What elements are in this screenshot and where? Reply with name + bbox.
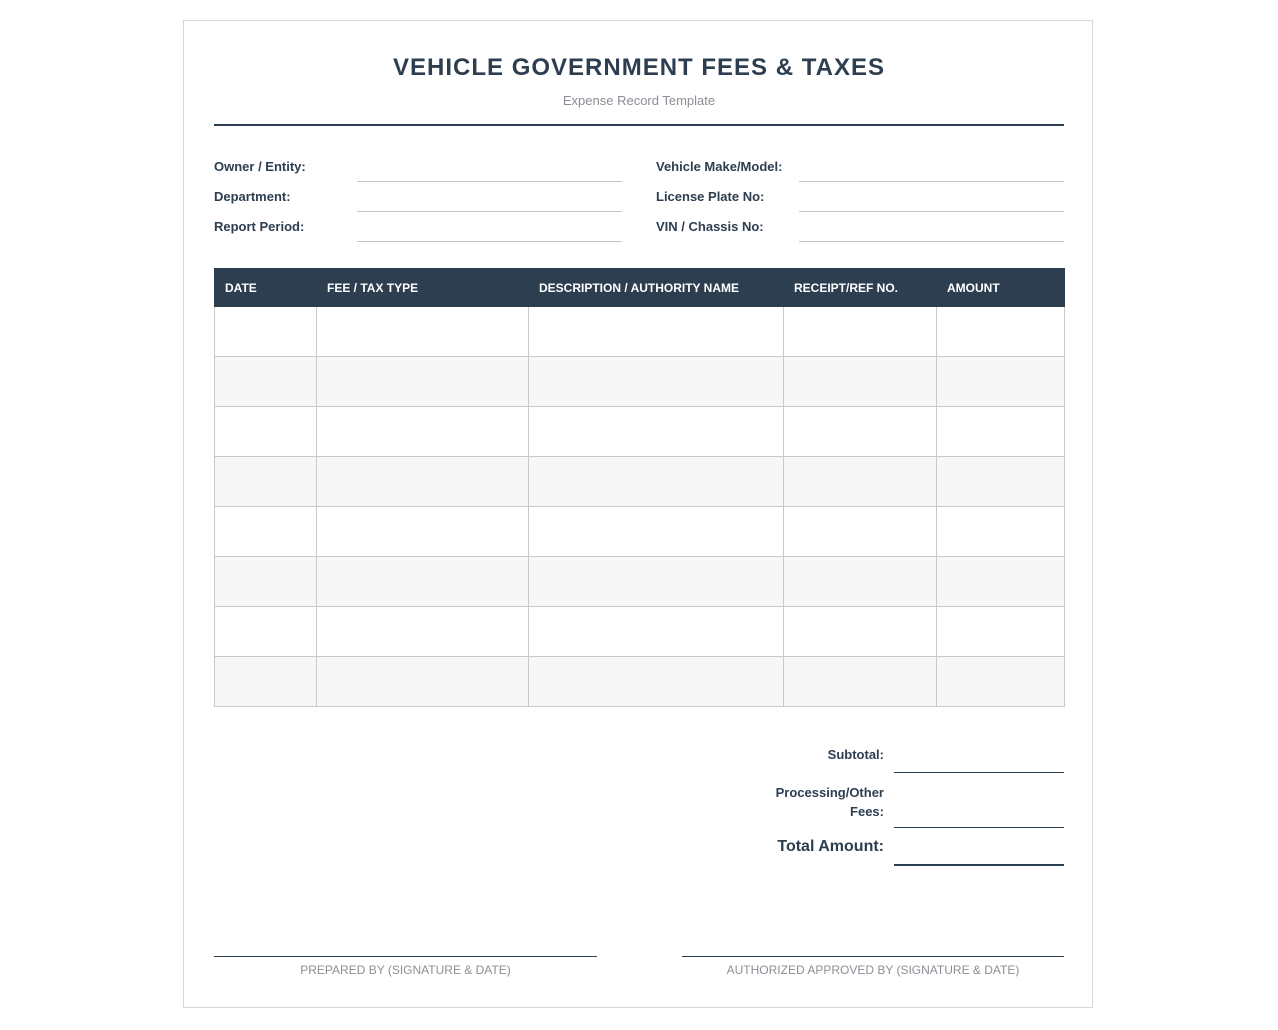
department-field[interactable]: [357, 211, 622, 212]
table-cell-receipt[interactable]: [784, 357, 937, 407]
table-row: [215, 407, 1065, 457]
prepared-by-signature-line[interactable]: [214, 956, 597, 957]
table-cell-description[interactable]: [529, 607, 784, 657]
table-cell-date[interactable]: [215, 357, 317, 407]
processing-fees-label: [776, 783, 884, 821]
report-period-label: Report Period:: [214, 219, 305, 234]
table-row: [215, 507, 1065, 557]
table-cell-receipt[interactable]: [784, 457, 937, 507]
table-cell-fee-type[interactable]: [317, 357, 529, 407]
table-cell-receipt[interactable]: [784, 407, 937, 457]
column-header-description: DESCRIPTION / AUTHORITY NAME: [529, 269, 784, 307]
column-header-receipt: RECEIPT/REF NO.: [784, 269, 937, 307]
table-cell-receipt[interactable]: [784, 607, 937, 657]
license-plate-row: [656, 187, 1064, 217]
table-cell-description[interactable]: [529, 657, 784, 707]
vehicle-make-model-label: Vehicle Make/Model:: [656, 159, 783, 174]
subtotal-field[interactable]: [894, 772, 1064, 773]
column-header-date: DATE: [215, 269, 317, 307]
table-cell-fee-type[interactable]: [317, 307, 529, 357]
vehicle-info-section: [656, 157, 1064, 247]
owner-info-section: [214, 157, 622, 247]
table-cell-date[interactable]: [215, 557, 317, 607]
document-subtitle: Expense Record Template: [562, 93, 716, 108]
table-cell-description[interactable]: [529, 357, 784, 407]
table-cell-fee-type[interactable]: [317, 507, 529, 557]
processing-fees-label-line1: Processing/Other: [775, 785, 884, 800]
vin-chassis-row: [656, 217, 1064, 247]
report-period-field[interactable]: [357, 241, 622, 242]
table-row: [215, 357, 1065, 407]
report-period-row: [214, 217, 622, 247]
table-cell-description[interactable]: [529, 557, 784, 607]
table-cell-amount[interactable]: [937, 407, 1065, 457]
total-amount-label: Total Amount:: [777, 838, 884, 855]
license-plate-label: License Plate No:: [656, 189, 765, 204]
table-row: [215, 657, 1065, 707]
table-cell-receipt[interactable]: [784, 307, 937, 357]
table-cell-fee-type[interactable]: [317, 557, 529, 607]
table-row: [215, 307, 1065, 357]
approved-by-signature-line[interactable]: [682, 956, 1064, 957]
column-header-amount: AMOUNT: [937, 269, 1065, 307]
fees-table: [214, 268, 1065, 707]
table-cell-description[interactable]: [529, 507, 784, 557]
table-cell-description[interactable]: [529, 407, 784, 457]
table-cell-amount[interactable]: [937, 607, 1065, 657]
table-cell-amount[interactable]: [937, 457, 1065, 507]
table-cell-description[interactable]: [529, 457, 784, 507]
department-label: Department:: [214, 189, 291, 204]
table-cell-fee-type[interactable]: [317, 607, 529, 657]
approved-by-label: AUTHORIZED APPROVED BY (SIGNATURE & DATE): [726, 963, 1020, 977]
owner-entity-field[interactable]: [357, 181, 622, 182]
document-title: VEHICLE GOVERNMENT FEES & TAXES: [393, 54, 885, 81]
owner-entity-label: Owner / Entity:: [214, 159, 306, 174]
table-cell-date[interactable]: [215, 607, 317, 657]
processing-fees-field[interactable]: [894, 827, 1064, 828]
table-cell-date[interactable]: [215, 407, 317, 457]
table-cell-receipt[interactable]: [784, 507, 937, 557]
table-cell-receipt[interactable]: [784, 657, 937, 707]
license-plate-field[interactable]: [799, 211, 1064, 212]
document-page: [183, 20, 1093, 1008]
table-cell-amount[interactable]: [937, 557, 1065, 607]
table-row: [215, 607, 1065, 657]
total-amount-field[interactable]: [894, 864, 1064, 866]
table-cell-fee-type[interactable]: [317, 457, 529, 507]
table-cell-fee-type[interactable]: [317, 657, 529, 707]
table-cell-fee-type[interactable]: [317, 407, 529, 457]
vin-chassis-label: VIN / Chassis No:: [656, 219, 764, 234]
department-row: [214, 187, 622, 217]
vehicle-make-model-field[interactable]: [799, 181, 1064, 182]
vin-chassis-field[interactable]: [799, 241, 1064, 242]
table-cell-amount[interactable]: [937, 357, 1065, 407]
table-cell-amount[interactable]: [937, 507, 1065, 557]
table-cell-date[interactable]: [215, 657, 317, 707]
table-header-row: [215, 269, 1065, 307]
table-cell-amount[interactable]: [937, 657, 1065, 707]
header-divider: [214, 124, 1064, 126]
table-cell-amount[interactable]: [937, 307, 1065, 357]
table-cell-date[interactable]: [215, 457, 317, 507]
table-cell-date[interactable]: [215, 507, 317, 557]
table-row: [215, 557, 1065, 607]
table-cell-date[interactable]: [215, 307, 317, 357]
prepared-by-label: PREPARED BY (SIGNATURE & DATE): [300, 963, 511, 977]
table-row: [215, 457, 1065, 507]
table-cell-receipt[interactable]: [784, 557, 937, 607]
processing-fees-label-line2: Fees:: [850, 804, 884, 819]
column-header-fee-type: FEE / TAX TYPE: [317, 269, 529, 307]
subtotal-label: Subtotal:: [827, 747, 884, 762]
vehicle-make-model-row: [656, 157, 1064, 187]
table-cell-description[interactable]: [529, 307, 784, 357]
owner-entity-row: [214, 157, 622, 187]
table-body: [215, 307, 1065, 707]
